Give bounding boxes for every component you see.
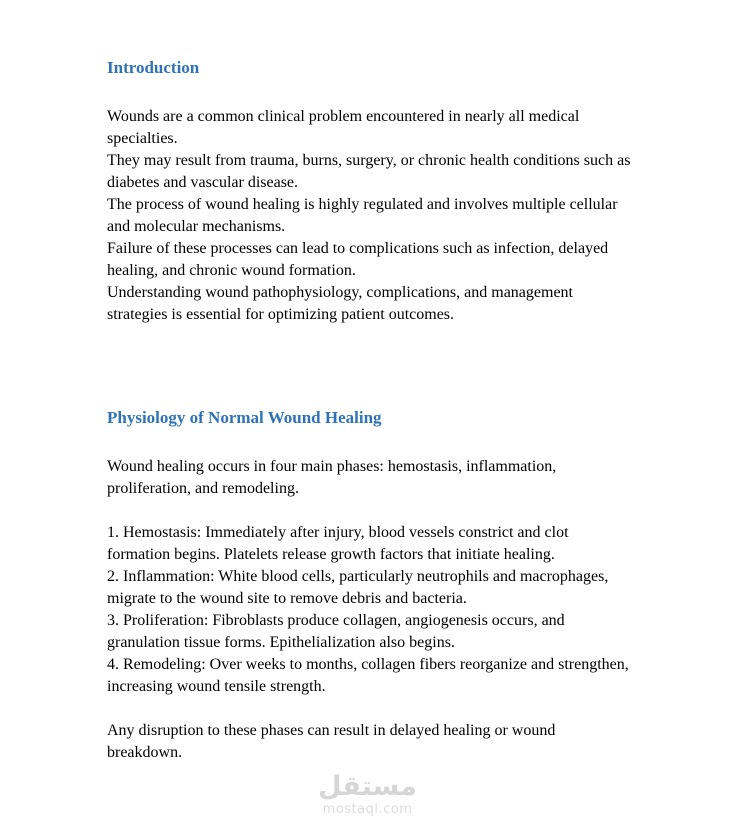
section-physiology — [107, 406, 631, 764]
paragraph: They may result from trauma, burns, surgery, or chronic health conditions such as diabetes and vascular disease. — [107, 152, 631, 191]
numbered-item: 2. Inflammation: White blood cells, particularly neutrophils and macrophages, migrate to the wound site to remove debris and bacteria. — [107, 568, 609, 607]
paragraph: Any disruption to these phases can result in delayed healing or wound breakdown. — [107, 722, 556, 761]
section-introduction — [107, 56, 631, 326]
mostaql-watermark — [0, 771, 735, 818]
paragraph: Failure of these processes can lead to complications such as infection, delayed healing, and chronic wound formation. — [107, 240, 609, 279]
numbered-item: 3. Proliferation: Fibroblasts produce collagen, angiogenesis occurs, and granulation tissue forms. Epithelialization also begins. — [107, 612, 565, 651]
introduction-heading: Introduction — [107, 58, 200, 77]
paragraph: Understanding wound pathophysiology, complications, and management strategies is essential for optimizing patient outcomes. — [107, 284, 573, 323]
numbered-item: 4. Remodeling: Over weeks to months, collagen fibers reorganize and strengthen, increasing wound tensile strength. — [107, 656, 629, 695]
section-spacer — [107, 326, 631, 406]
physiology-heading: Physiology of Normal Wound Healing — [107, 408, 382, 427]
mostaql-logo-text: مستقل — [318, 770, 417, 802]
paragraph: The process of wound healing is highly regulated and involves multiple cellular and molecular mechanisms. — [107, 196, 618, 235]
paragraph: Wound healing occurs in four main phases: hemostasis, inflammation, proliferation, and remodeling. — [107, 458, 557, 497]
mostaql-domain-text: mostaql.com — [322, 801, 413, 817]
numbered-item: 1. Hemostasis: Immediately after injury, blood vessels constrict and clot formation begins. Platelets release growth factors that initiate healing. — [107, 524, 569, 563]
paragraph: Wounds are a common clinical problem encountered in nearly all medical specialties. — [107, 108, 580, 147]
